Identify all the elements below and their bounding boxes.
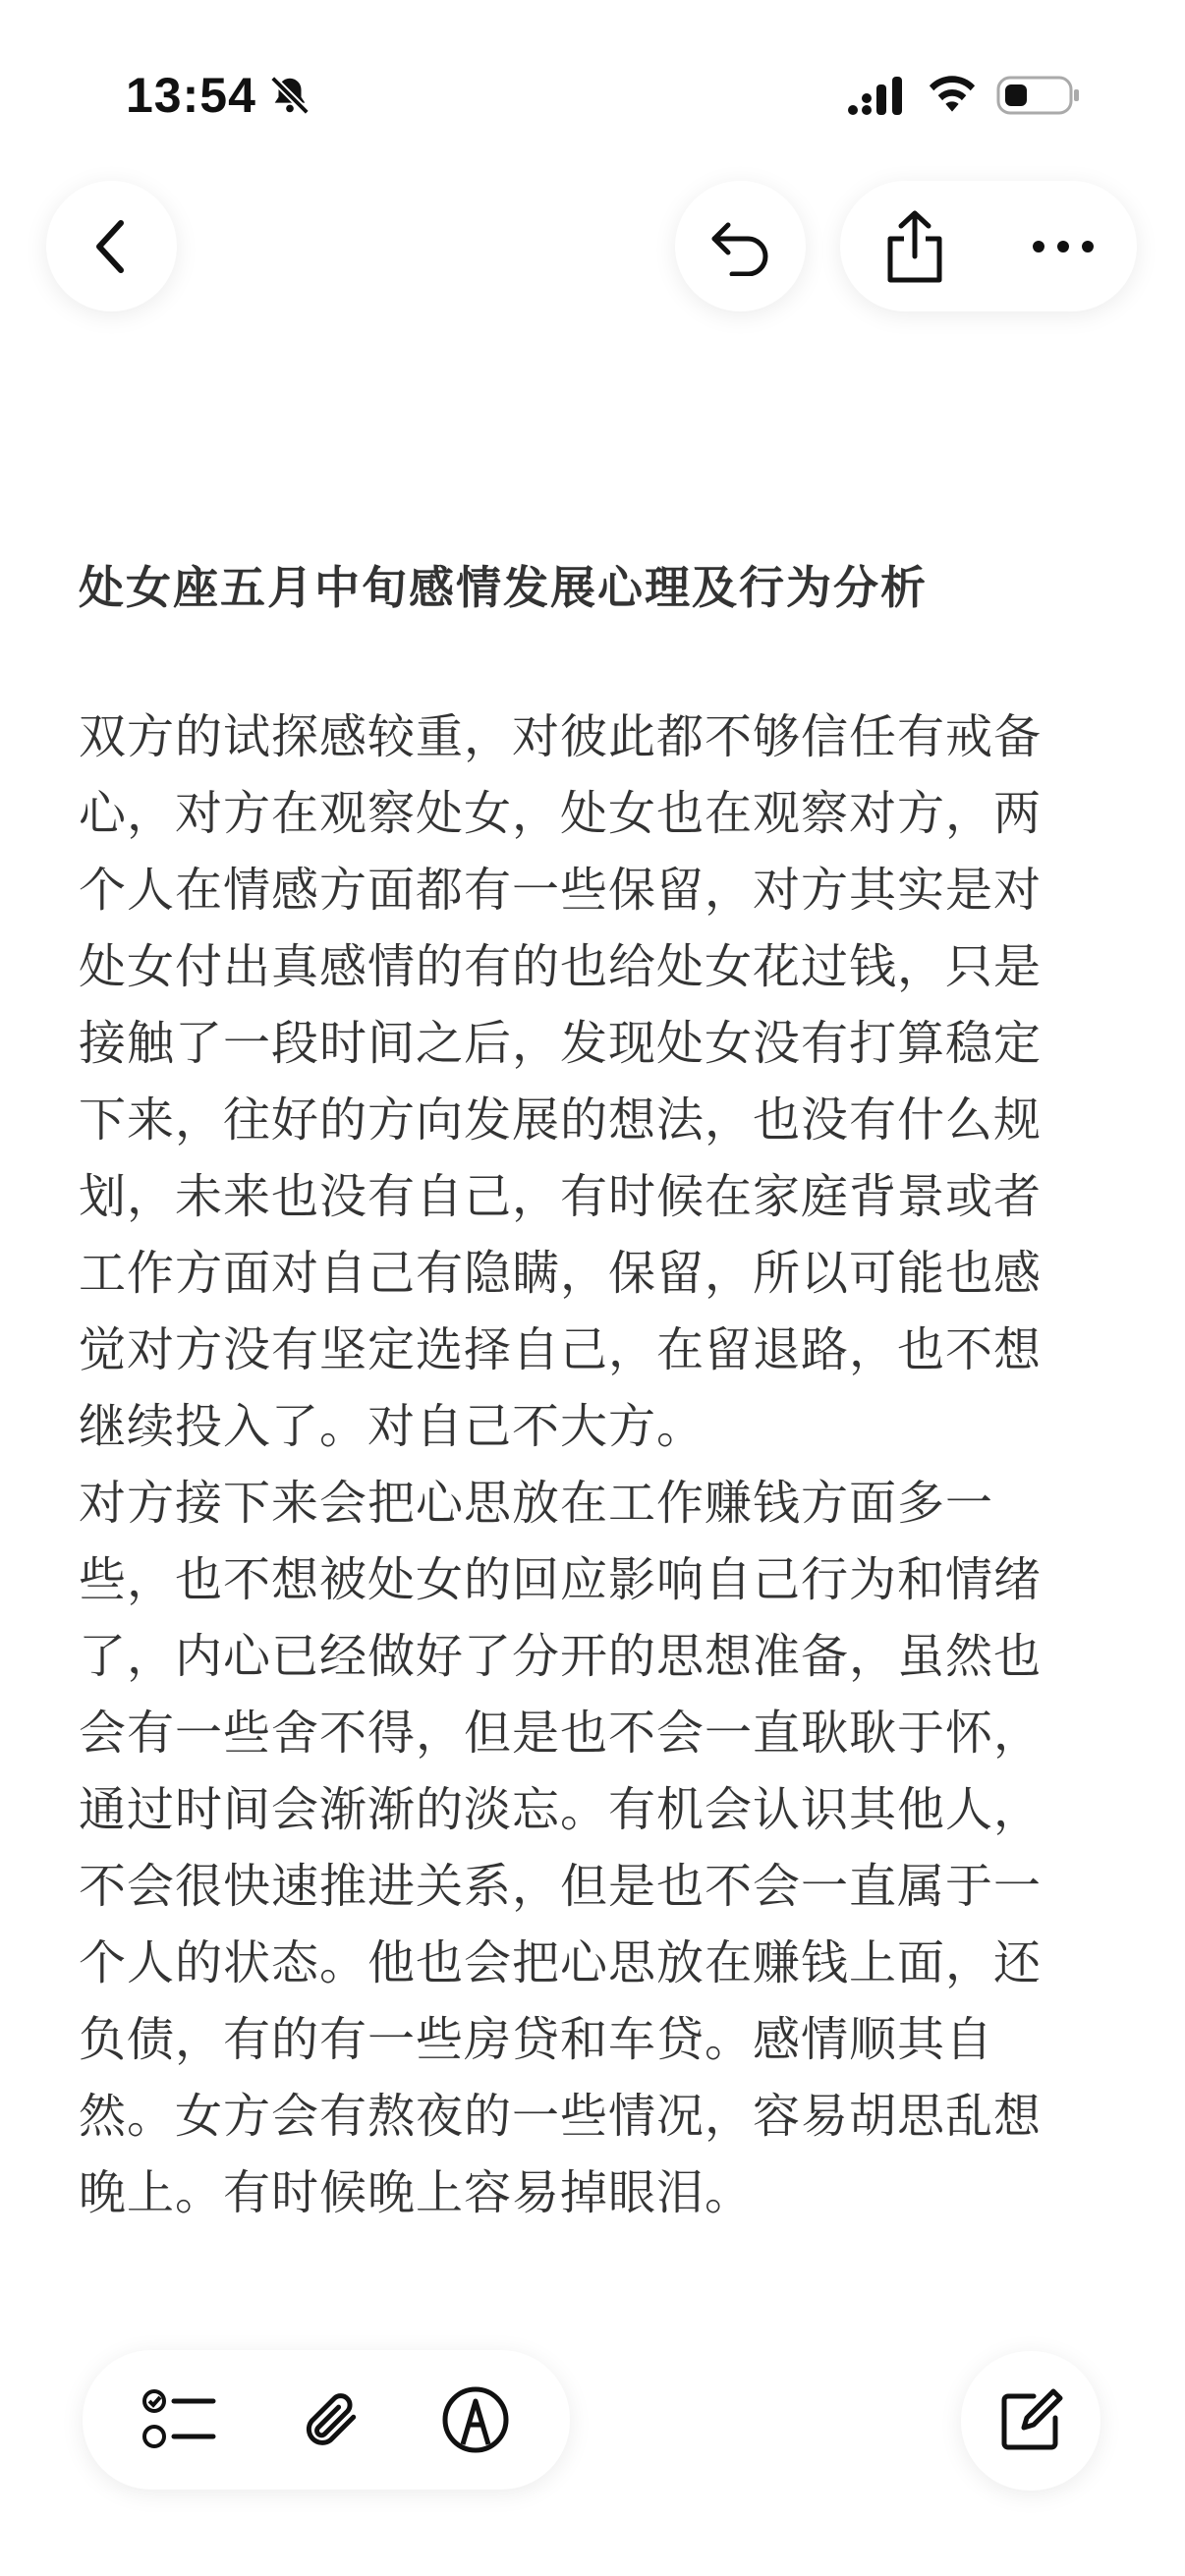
paperclip-icon[interactable] xyxy=(297,2385,362,2454)
note-line: 觉对方没有坚定选择自己，在留退路，也不想 xyxy=(79,1324,1043,1376)
bottom-toolbar xyxy=(83,2350,570,2490)
wifi-icon xyxy=(926,73,979,116)
back-button[interactable] xyxy=(46,181,177,311)
note-line: 工作方面对自己有隐瞒，保留，所以可能也感 xyxy=(79,1248,1043,1300)
bell-slash-icon xyxy=(267,73,312,118)
note-line: 继续投入了。对自己不大方。 xyxy=(79,1401,705,1453)
undo-button[interactable] xyxy=(675,181,806,311)
undo-icon xyxy=(708,217,773,276)
note-line: 下来，往好的方向发展的想法，也没有什么规 xyxy=(79,1094,1043,1147)
note-line: 心，对方在观察处女，处女也在观察对方，两 xyxy=(79,788,1043,840)
note-line: 通过时间会渐渐的淡忘。有机会认识其他人， xyxy=(79,1784,1043,1836)
checklist-icon[interactable] xyxy=(142,2387,217,2452)
markup-pen-icon[interactable] xyxy=(441,2385,510,2454)
back-chevron-icon xyxy=(87,217,137,276)
share-more-group xyxy=(840,181,1137,311)
note-line: 然。女方会有熬夜的一些情况，容易胡思乱想 xyxy=(79,2091,1043,2143)
note-line: 些，也不想被处女的回应影响自己行为和情绪 xyxy=(79,1554,1043,1606)
compose-button[interactable] xyxy=(961,2351,1100,2491)
note-line: 个人的状态。他也会把心思放在赚钱上面，还 xyxy=(79,1937,1043,1989)
note-title: 处女座五月中旬感情发展心理及行为分析 xyxy=(79,562,928,613)
share-icon[interactable] xyxy=(882,209,947,284)
battery-icon xyxy=(996,75,1081,116)
compose-icon xyxy=(998,2388,1063,2453)
status-time: 13:54 xyxy=(126,68,256,123)
note-line: 会有一些舍不得，但是也不会一直耿耿于怀， xyxy=(79,1708,1043,1760)
more-icon[interactable] xyxy=(1031,237,1096,256)
note-line: 个人在情感方面都有一些保留，对方其实是对 xyxy=(79,865,1043,917)
note-line: 晚上。有时候晚上容易掉眼泪。 xyxy=(79,2167,754,2219)
note-line: 了，内心已经做好了分开的思想准备，虽然也 xyxy=(79,1631,1043,1683)
note-line: 对方接下来会把心思放在工作赚钱方面多一 xyxy=(79,1478,994,1530)
note-line: 划，未来也没有自己，有时候在家庭背景或者 xyxy=(79,1171,1043,1223)
cellular-signal-icon xyxy=(847,75,908,118)
note-body[interactable] xyxy=(79,700,1100,2232)
note-line: 处女付出真感情的有的也给处女花过钱，只是 xyxy=(79,941,1043,993)
note-line: 不会很快速推进关系，但是也不会一直属于一 xyxy=(79,1861,1043,1913)
note-line: 负债，有的有一些房贷和车贷。感情顺其自 xyxy=(79,2014,994,2066)
note-line: 接触了一段时间之后，发现处女没有打算稳定 xyxy=(79,1018,1043,1070)
note-line: 双方的试探感较重，对彼此都不够信任有戒备 xyxy=(79,711,1043,763)
